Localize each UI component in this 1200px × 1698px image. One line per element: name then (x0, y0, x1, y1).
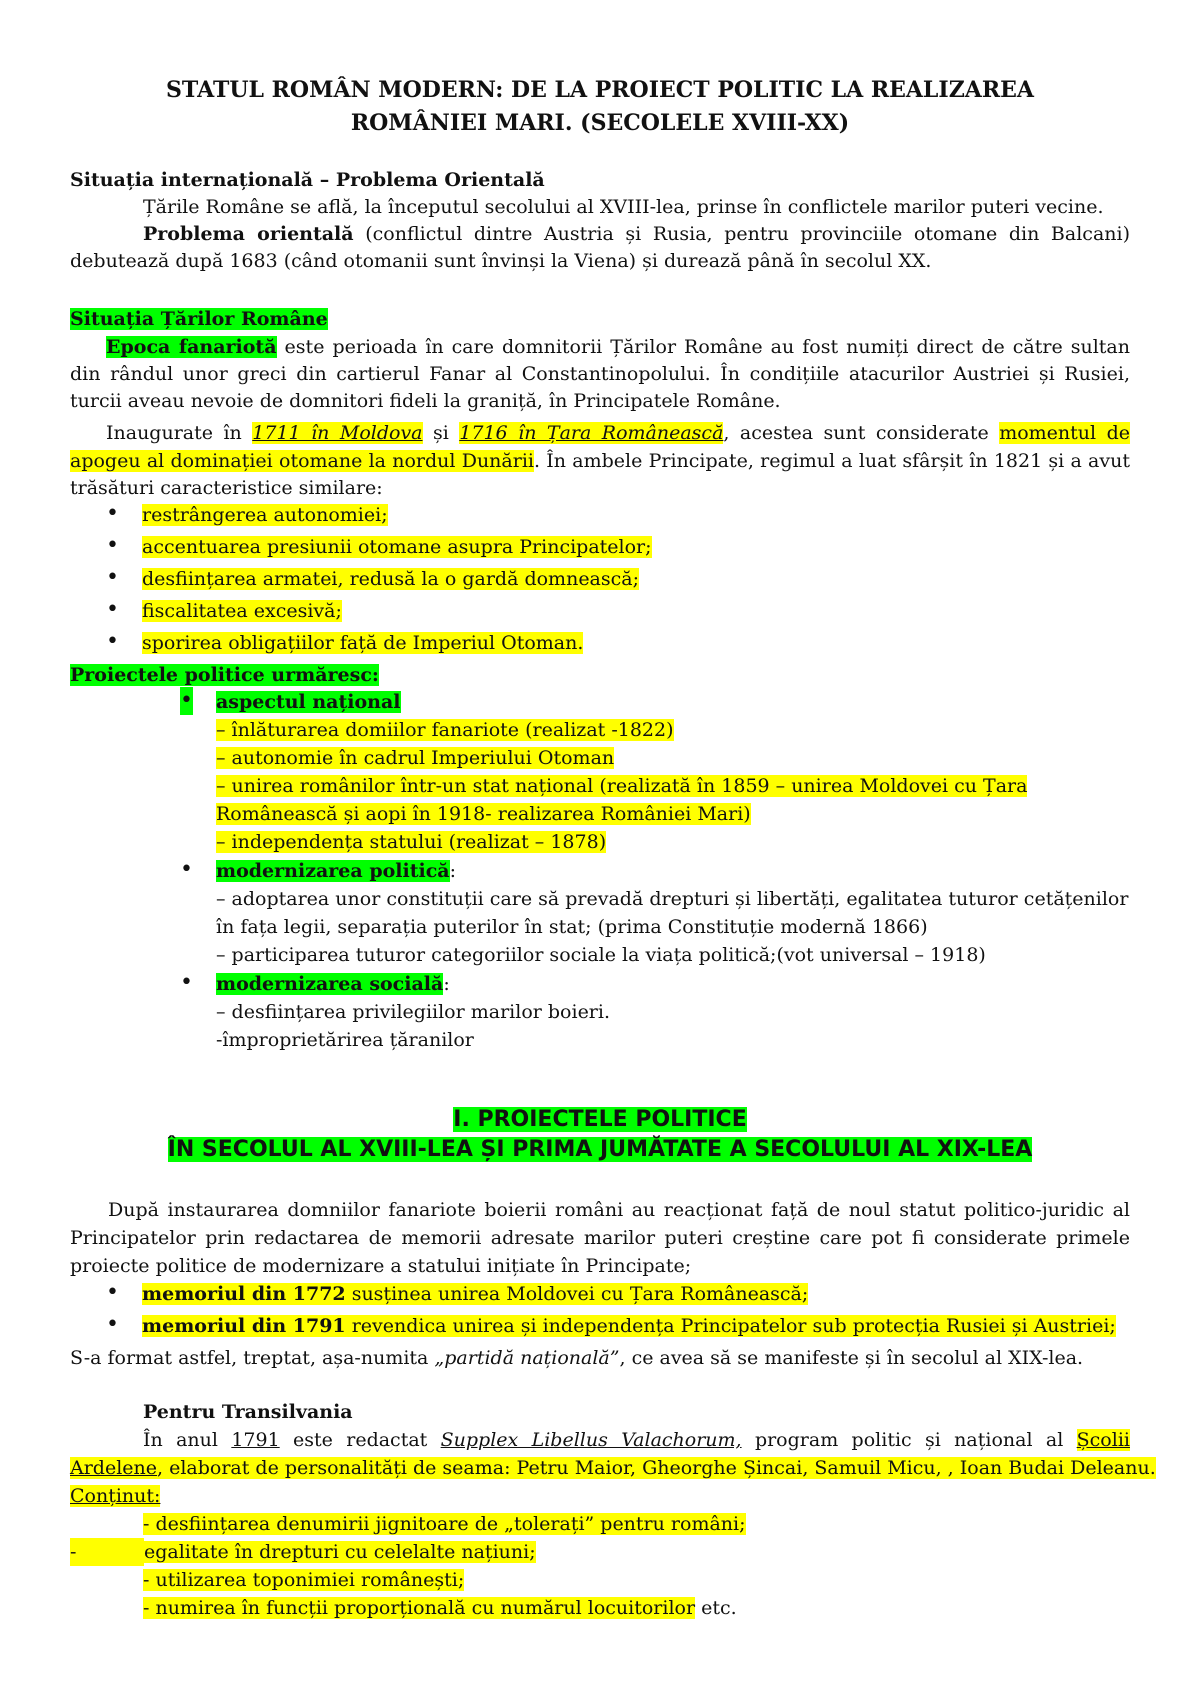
international-paragraph-2-line-1: Problema orientală (conflictul dintre Austria și Rusia, pentru provinciile otomane din Balcani) (143, 223, 1130, 245)
romanian-situation-heading: Situația Țărilor Române (70, 308, 328, 330)
international-heading: Situația internațională – Problema Orientală (70, 169, 545, 191)
partida-nationala-term: „partidă națională” (434, 1347, 620, 1369)
trait-item: desființarea armatei, redusă la o gardă domnească; (142, 568, 640, 590)
oriental-problem-term: Problema orientală (143, 223, 354, 245)
section-1-title-line-1: I. PROIECTELE POLITICE (453, 1107, 747, 1132)
title-line-2: ROMÂNIEI MARI. (SECOLELE XVIII-XX) (350, 110, 850, 136)
political-item: – participarea tuturor categoriilor sociale la viața politică;(vot universal – 1918) (216, 944, 986, 966)
memoriu-1791-item: memoriul din 1791 revendica unirea și independența Principatelor sub protecția Rusiei și Austriei; (142, 1315, 1116, 1337)
national-item: – autonomie în cadrul Imperiului Otoman (216, 747, 615, 769)
bullet-icon: • (180, 970, 193, 995)
transilvania-line-1: În anul 1791 este redactat Supplex Libellus Valachorum, program politic și național al Școlii (143, 1429, 1130, 1451)
trait-item: restrângerea autonomiei; (142, 504, 388, 526)
national-item: – înlăturarea domiilor fanariote (realizat -1822) (216, 719, 674, 741)
document-page: STATUL ROMÂN MODERN: DE LA PROIECT POLITIC LA REALIZAREA ROMÂNIEI MARI. (SECOLELE XVIII-XX) Situația internațională – Problema Orientală Țările Române se află, la începutul secolului al XVIII-lea, prinse în conflictele marilor puteri vecine. Problema orientală (conflictul dintre Austria și Rusia, pentru provinciile otomane din Balcani) debutează după 1683 (când otomanii sunt învinși la Viena) și durează până în secolul XX. Situația Țărilor Române Epoca fanariotă este perioada în care domnitorii Țărilor Române au fost numiți direct de către sultan din rândul unor greci din cartierul Fanar al Constantinopolului. În condițiile atacurilor Austriei și Rusiei, turcii aveau nevoie de domnitori fideli la graniță, în Principatele Române. Inaugurate în 1711 în Moldova și 1716 în Țara Românească, acestea sunt considerate momentul de apogeu al dominației otomane la nordul Dunării. În ambele Principate, regimul a luat sfârșit în 1821 și a avut trăsături caracteristice similare: • restrângerea autonomiei; • accentuarea presiunii otomane asupra Principatelor; • desființarea armatei, redusă la o gardă domnească; • fiscalitatea excesivă; • sporirea obligațiilor față de Imperiul Otoman. Proiectele politice urmăresc: • aspectul național – înlăturarea domiilor fanariote (realizat -1822) – autonomie în cadrul Imperiului Otoman – unirea românilor într-un stat național (realizată în 1859 – unirea Moldovei cu Țara Românească și aopi în 1918- realizarea României Mari) – independența statului (realizat – 1878) • modernizarea politică: – adoptarea unor constituții care să prevadă drepturi și libertăți, egalitatea tuturor cetățenilor în fața legii, separația puterilor în stat; (prima Constituție modernă 1866) – participarea tuturor categoriilor sociale la viața politică;(vot universal – 1918) • modernizarea socială: – desființarea privilegiilor marilor boieri. -împroprietărirea țăranilor I. PROIECTELE POLITICE ÎN SECOLUL AL XVIII-LEA ȘI PRIMA JUMĂTATE A SECOLULUI AL XIX-LEA După instaurarea domniilor fanariote boierii români au reacționat față de noul statut politico-juridic al Principatelor prin redactarea de memorii adresate marilor puteri creștine care pot fi considerate primele proiecte politice de modernizare a statului inițiate în Principate; • memoriul din 1772 susținea unirea Moldovei cu Țara Românească; • memoriul din 1791 revendica unirea și independența Principatelor sub protecția Rusiei și Austriei; S-a format astfel, treptat, așa-numita „partidă națională”, ce avea să se manifeste și în secolul al XIX-lea. Pentru Transilvania În anul 1791 este redactat Supplex Libellus Valachorum, program politic și național al Școlii Ardelene, elaborat de personalități de seama: Petru Maior, Gheorghe Șincai, Samuil Micu, , Ioan Budai Deleanu. Conținut: - desființarea denumirii jignitoare de „tolerați” pentru români; - egalitate în drepturi cu celelalte națiuni; - utilizarea toponimiei românești; - numirea în funcții proporțională cu numărul locuitorilor etc. (0, 0, 1200, 1698)
political-item: în fața legii, separația puterilor în stat; (prima Constituție modernă 1866) (216, 916, 928, 938)
inaugurate-line-3: trăsături caracteristice similare: (70, 477, 383, 499)
inaugurate-line-1: Inaugurate în 1711 în Moldova și 1716 în Țara Românească, acestea sunt considerate momentul de (106, 422, 1130, 444)
national-item: – unirea românilor într-un stat național (realizată în 1859 – unirea Moldovei cu Țara (216, 775, 1028, 797)
memorii-line-2: Principatelor prin redactarea de memorii adresate marilor puteri creștine care pot fi considerate primele (70, 1227, 1130, 1249)
year-1791: 1791 (231, 1429, 280, 1451)
section-1-title-line-2: ÎN SECOLUL AL XVIII-LEA ȘI PRIMA JUMĂTATE A SECOLULUI AL XIX-LEA (167, 1137, 1033, 1162)
bullet-icon: • (106, 597, 119, 622)
memoriu-1772-item: memoriul din 1772 susținea unirea Moldovei cu Țara Românească; (142, 1283, 809, 1305)
scolii-word: Școlii (1076, 1429, 1130, 1451)
bullet-icon: • (106, 533, 119, 558)
bullet-icon: • (180, 857, 193, 882)
partida-nationala-line: S-a format astfel, treptat, așa-numita „partidă națională”, ce avea să se manifeste și în secolul al XIX-lea. (70, 1347, 1084, 1369)
trait-item: accentuarea presiunii otomane asupra Principatelor; (142, 536, 652, 558)
bullet-icon: • (106, 501, 119, 526)
bullet-icon: • (106, 565, 119, 590)
transilvania-heading: Pentru Transilvania (143, 1401, 353, 1423)
apogeu-highlight: apogeu al dominației otomane la nordul Dunării (70, 450, 534, 472)
memorii-line-3: proiecte politice de modernizare a statului inițiate în Principate; (70, 1255, 692, 1277)
epoca-line-1: Epoca fanariotă este perioada în care domnitorii Țărilor Române au fost numiți direct de către sultan (106, 336, 1130, 358)
transilvania-line-2: Ardelene, elaborat de personalități de seama: Petru Maior, Gheorghe Șincai, Samuil Micu, , Ioan Budai Deleanu. (70, 1457, 1156, 1479)
international-paragraph-2-line-2: debutează după 1683 (când otomanii sunt învinși la Viena) și durează până în secolul XX. (70, 250, 932, 272)
supplex-item: - numirea în funcții proporțională cu numărul locuitorilor (143, 1597, 696, 1619)
social-item: -împroprietărirea țăranilor (216, 1029, 474, 1051)
social-modernization-title: modernizarea socială (216, 973, 444, 995)
bullet-icon: • (106, 629, 119, 654)
bullet-icon: • (106, 1280, 119, 1305)
trait-item: sporirea obligațiilor față de Imperiul Otoman. (142, 632, 584, 654)
national-aspect-title: aspectul național (216, 691, 401, 713)
moment-highlight: momentul de (999, 422, 1130, 444)
ardelene-word: Ardelene (70, 1457, 158, 1479)
document-title (70, 74, 1130, 140)
supplex-item-dash: - (70, 1538, 144, 1566)
inaugurate-line-2: apogeu al dominației otomane la nordul Dunării. În ambele Principate, regimul a luat sfârșit în 1821 și a avut (70, 450, 1130, 472)
epoca-line-3: turcii aveau nevoie de domnitori fideli la graniță, în Principatele Române. (70, 390, 781, 412)
tara-romaneasca-date: 1716 în Țara Românească (459, 422, 724, 444)
projects-heading: Proiectele politice urmăresc: (70, 664, 379, 686)
political-modernization-title: modernizarea politică (216, 860, 450, 882)
national-item: – independența statului (realizat – 1878) (216, 831, 607, 853)
epoca-line-2: din rândul unor greci din cartierul Fanar al Constantinopolului. În condițiile atacurilor Austriei și Rusiei, (70, 363, 1130, 385)
political-item: – adoptarea unor constituții care să prevadă drepturi și libertăți, egalitatea tuturor cetățenilor (216, 888, 1129, 910)
bullet-icon: • (180, 688, 193, 713)
supplex-title: Supplex Libellus Valachorum, (440, 1429, 742, 1451)
continut-label: Conținut: (70, 1485, 161, 1507)
supplex-item: - utilizarea toponimiei românești; (143, 1569, 465, 1591)
international-paragraph-1: Țările Române se află, la începutul secolului al XVIII-lea, prinse în conflictele marilor puteri vecine. (143, 196, 1104, 218)
epoca-fanariota-term: Epoca fanariotă (106, 336, 277, 358)
bullet-icon: • (106, 1312, 119, 1337)
national-item: Românească și aopi în 1918- realizarea României Mari) (216, 803, 751, 825)
title-line-1: STATUL ROMÂN MODERN: DE LA PROIECT POLITIC LA REALIZAREA (166, 77, 1034, 103)
moldova-date: 1711 în Moldova (252, 422, 423, 444)
supplex-item: egalitate în drepturi cu celelalte națiuni; (144, 1541, 536, 1563)
social-item: – desființarea privilegiilor marilor boieri. (216, 1001, 611, 1023)
trait-item: fiscalitatea excesivă; (142, 600, 342, 622)
supplex-item: - desființarea denumirii jignitoare de „tolerați” pentru români; (143, 1513, 746, 1535)
memorii-line-1: După instaurarea domniilor fanariote boierii români au reacționat față de noul statut politico-juridic al (108, 1199, 1130, 1221)
